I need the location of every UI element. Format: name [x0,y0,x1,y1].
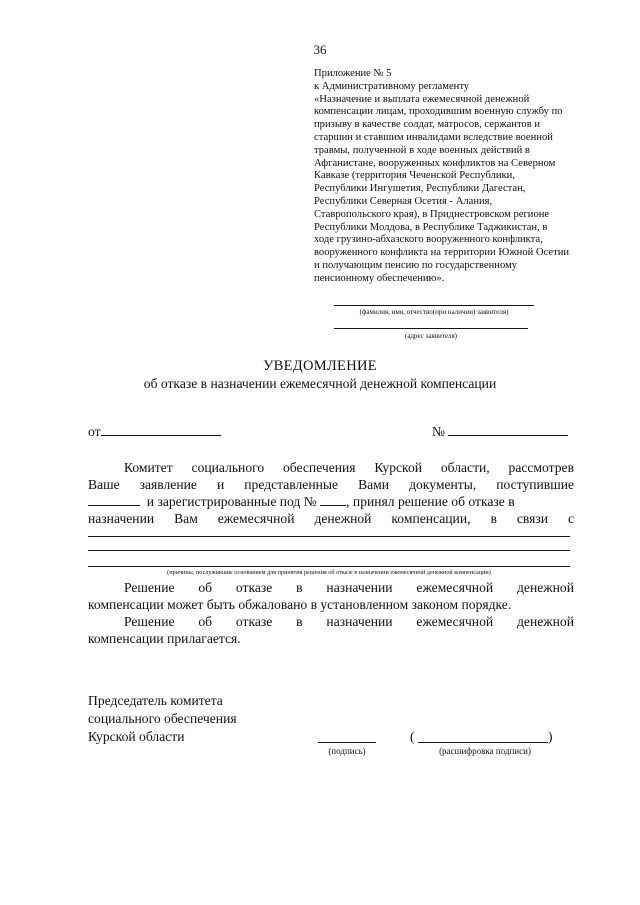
signatory-position-line2: социального обеспечения [88,711,237,726]
appendix-line: старшин и ставшим инвалидами вследствие военной [314,131,553,143]
registration-number-field[interactable] [320,494,346,506]
appendix-line: Ставропольского края), в Приднестровском регионе [314,208,550,220]
appendix-block [314,68,604,286]
appendix-line: травмы, полученной в ходе военных действий в [314,144,530,156]
appendix-line: компенсации лицам, проходившим военную службу по [314,106,563,118]
appendix-line: Республики Молдова, в Республике Таджикистан, в [314,221,548,233]
number-row [432,424,568,440]
number-label: № [432,424,445,439]
applicant-address-caption: (адрес заявителя) [405,332,457,340]
body-p1-line3 [88,494,515,510]
signature-decoding-field[interactable] [418,742,548,743]
appendix-line: пенсионному обеспечению». [314,272,445,284]
appendix-line: ходе грузино-абхазского вооруженного конфликта, [314,234,543,246]
reasons-caption: (причины, послужившие основанием для принятия решения об отказе в назначении ежемесячной денежной компенсации) [167,569,491,576]
body-p1-line4: назначении Вам ежемесячной денежной компенсации, в связи с [88,511,574,526]
appendix-line: Республики Ингушетия, Республики Дагестан, [314,183,526,195]
reason-line-2[interactable] [88,550,570,551]
document-subtitle: об отказе в назначении ежемесячной денежной компенсации [143,376,497,391]
body-p2-line2: компенсации может быть обжаловано в установленном законом порядке. [88,597,512,612]
body-p3-line1: Решение об отказе в назначении ежемесячной денежной [124,614,574,629]
body-p1-line1: Комитет социального обеспечения Курской области, рассмотрев [124,460,574,475]
applicant-address-field[interactable] [334,328,528,329]
body-p2-line1: Решение об отказе в назначении ежемесячной денежной [124,580,574,595]
decoding-open-paren: ( [410,729,415,744]
appendix-line: и получающим пенсию по государственному [314,259,518,271]
appendix-line: призыву в качестве солдат, матросов, сержантов и [314,119,541,131]
from-label: от [88,424,101,439]
registered-text: и зарегистрированные под № [146,494,317,509]
appendix-line: к Административному регламенту [314,80,470,92]
appendix-line: Афганистане, вооруженных конфликтов на Северном [314,157,556,169]
number-field[interactable] [448,424,568,436]
date-row [88,424,221,440]
body-p3-line2: компенсации прилагается. [88,631,241,646]
decoding-close-paren: ) [548,729,553,744]
page-number: 36 [313,42,327,57]
signature-caption: (подпись) [328,746,366,756]
appendix-line: вооруженного конфликта на территории Южной Осетии [314,247,570,259]
decoding-caption: (расшифровка подписи) [439,746,531,756]
applicant-name-caption: (фамилия, имя, отчество(при наличии) заявителя) [359,308,509,316]
body-p1-line2: Ваше заявление и представленные Вами документы, поступившие [88,477,574,492]
date-field[interactable] [101,424,221,436]
applicant-name-field[interactable] [334,305,534,306]
signatory-position-line3: Курской области [88,729,185,744]
receipt-date-field[interactable] [88,494,140,506]
document-title: УВЕДОМЛЕНИЕ [263,358,377,374]
signatory-position-line1: Председатель комитета [88,693,223,708]
appendix-line: «Назначение и выплата ежемесячной денежной [314,93,530,105]
reason-line-1[interactable] [88,536,570,537]
appendix-line: Республики Северная Осетия - Алания, [314,195,493,207]
appendix-line: Приложение № 5 [314,68,392,79]
signature-field[interactable] [318,742,376,743]
reason-line-3[interactable] [88,566,570,567]
decision-text: , принял решение об отказе в [346,494,515,509]
appendix-line: Кавказе (территория Чеченской Республики, [314,170,515,182]
